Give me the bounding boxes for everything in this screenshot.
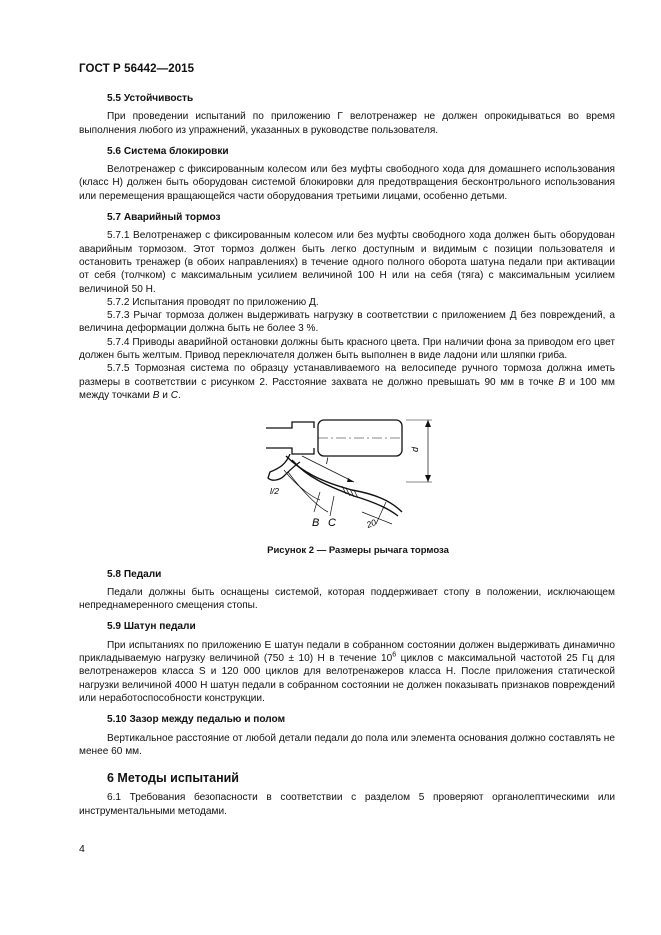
label-l2: l/2 — [270, 486, 279, 497]
section-5-5-text: При проведении испытаний по приложению Г велотренажер не должен опрокидываться во время выполнения любого из упражнений, указанных в руководстве пользователя. — [79, 111, 615, 136]
section-5-10-title: 5.10 Зазор между педалью и полом — [107, 714, 286, 726]
section-5-9-text: При испытаниях по приложению Е шатун педали в собранном состоянии должен выдерживать динамично прикладываемую нагрузку величиной (750 ± 10) Н в течение $10^6$ циклов с максимальной частотой 25 Гц для велотренажеров класса S и 120 000 циклов для велотренажеров класса Н. После приложения статической нагрузки величиной 4000 Н шатун педали в собранном состоянии не должен показывать признаков повреждений или неработоспособности конструкции. — [79, 639, 615, 704]
document-body — [79, 92, 615, 818]
standard-header: ГОСТ Р 56442—2015 — [79, 63, 195, 75]
section-5-7-4-text: 5.7.4 Приводы аварийной остановки должны быть красного цвета. При наличии фона за приводом его цвет должен быть желтым. Привод переключателя должен быть выполнен в виде ладони или шляпки гриба. — [79, 336, 615, 362]
section-5-5-title: 5.5 Устойчивость — [107, 93, 194, 104]
section-5-8-text: Педали должны быть оснащены системой, которая поддерживает стопу в положении, исключающем непреднамеренного смещения стопы. — [79, 586, 615, 612]
section-5-9-title: 5.9 Шатун педали — [107, 621, 196, 633]
section-5-7-title: 5.7 Аварийный тормоз — [107, 212, 221, 224]
section-6-title: 6 Методы испытаний — [107, 771, 239, 786]
section-5-7-1-text: 5.7.1 Велотренажер с фиксированным колесом или без муфты свободного хода должен быть оборудован аварийным тормозом. Этот тормоз должен быть легко доступным и видимым с позиции пользователя и остановить тренажер (в обоих направлениях) в течение одного полного оборота шатуна педали при активации от себя (толчком) с максимальным усилием величиной 100 Н или на себя (тяга) с максимальным усилием величиной 50 Н. — [79, 230, 615, 295]
page-number: 4 — [79, 843, 85, 855]
section-5-7-3-text: 5.7.3 Рычаг тормоза должен выдерживать нагрузку в соответствии с приложением Д без повреждений, а величина деформации должна быть не более 3 %. — [79, 310, 615, 335]
label-l: l — [326, 456, 328, 467]
label-c: C — [328, 517, 336, 530]
section-5-7-2-text: 5.7.2 Испытания проводят по приложению Д. — [107, 296, 319, 308]
section-5-8-title: 5.8 Педали — [107, 568, 162, 580]
label-b: B — [312, 517, 320, 530]
brake-lever-drawing — [262, 412, 437, 540]
label-d: d — [410, 447, 420, 453]
section-5-7-5-text: 5.7.5 Тормозная система по образцу устанавливаемого на велосипеде ручного тормоза должна иметь размеры в соответствии с рисунком 2. Расстояние захвата не должно превышать 90 мм в точке B и 100 мм между точками B и C. — [79, 363, 615, 401]
section-5-10-text: Вертикальное расстояние от любой детали педали до пола или элемента основания должно составлять не менее 60 мм. — [79, 732, 615, 757]
section-5-6-text: Велотренажер с фиксированным колесом или без муфты свободного хода для домашнего использования (класс Н) должен быть оборудован системой блокировки для предотвращения бесконтрольного использования или перемещения вращающейся части оборудования третьими лицами, особенно детьми. — [79, 164, 615, 202]
section-5-6-title: 5.6 Система блокировки — [107, 145, 229, 157]
figure-2-brake-lever — [79, 412, 615, 544]
figure-2-caption: Рисунок 2 — Размеры рычага тормоза — [267, 545, 449, 557]
label-20: 20 — [365, 517, 378, 531]
section-6-1-text: 6.1 Требования безопасности в соответствии с разделом 5 проверяют органолептическими или инструментальными методами. — [79, 792, 615, 817]
